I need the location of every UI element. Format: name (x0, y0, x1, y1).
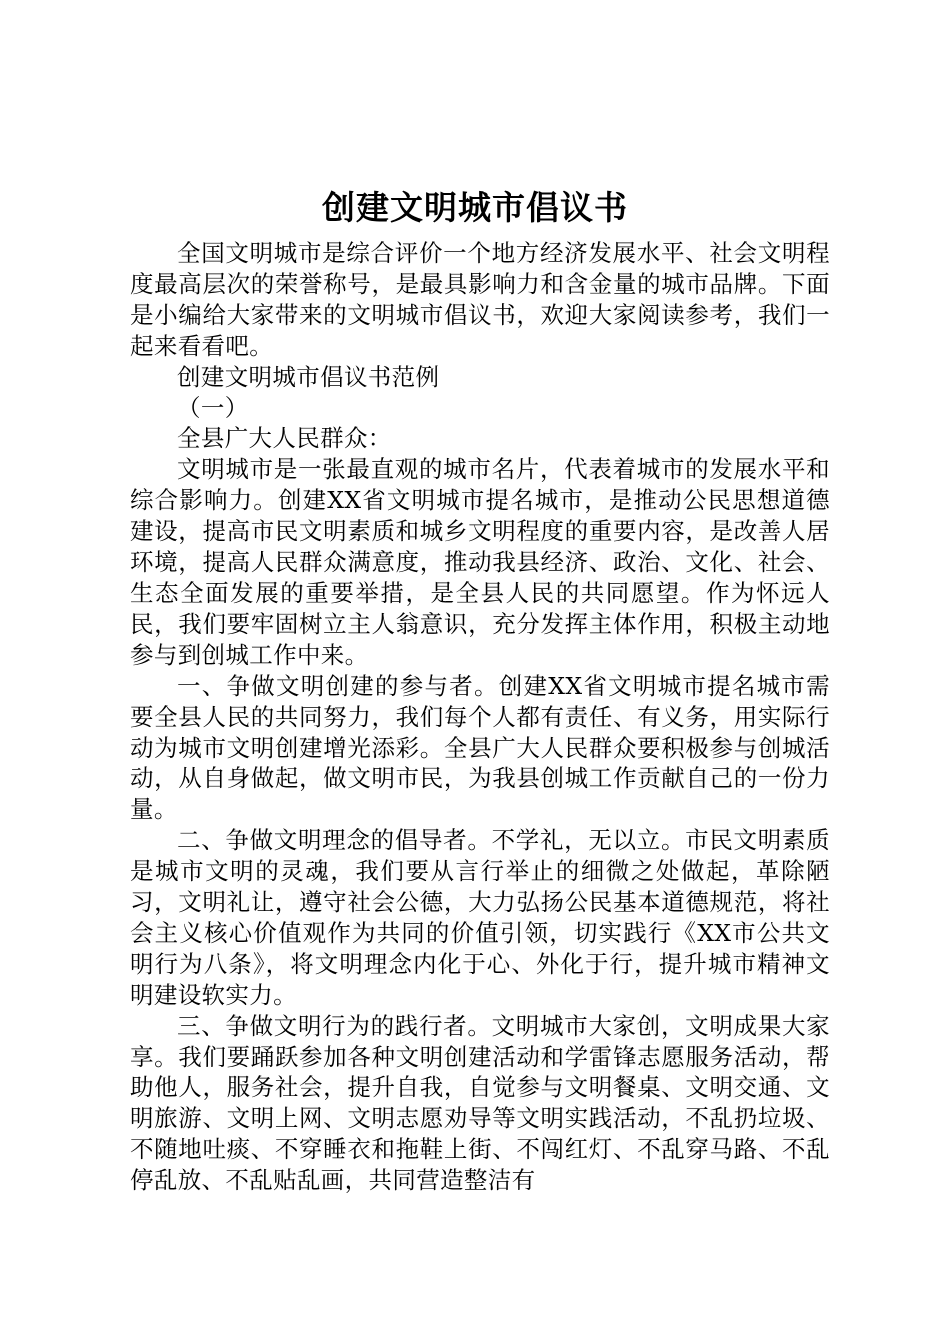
body-paragraph: 文明城市是一张最直观的城市名片，代表着城市的发展水平和综合影响力。创建XX省文明城市提名城市，是推动公民思想道德建设，提高市民文明素质和城乡文明程度的重要内容，是改善人居环境，提高人民群众满意度，推动我县经济、政治、文化、社会、生态全面发展的重要举措，是全县人民的共同愿望。作为怀远人民，我们要牢固树立主人翁意识，充分发挥主体作用，积极主动地参与到创城工作中来。 (130, 455, 830, 669)
section-heading: 创建文明城市倡议书范例 (177, 362, 440, 391)
section-number: （一） (177, 393, 249, 422)
point-two-paragraph: 二、争做文明理念的倡导者。不学礼，无以立。市民文明素质是城市文明的灵魂，我们要从言行举止的细微之处做起，革除陋习，文明礼让，遵守社会公德，大力弘扬公民基本道德规范，将社会主义核心价值观作为共同的价值引领，切实践行《XX市公共文明行为八条》，将文明理念内化于心、外化于行，提升城市精神文明建设软实力。 (130, 826, 830, 1009)
point-three-paragraph: 三、争做文明行为的践行者。文明城市大家创，文明成果大家享。我们要踊跃参加各种文明创建活动和学雷锋志愿服务活动，帮助他人，服务社会，提升自我，自觉参与文明餐桌、文明交通、文明旅游、文明上网、文明志愿劝导等文明实践活动，不乱扔垃圾、不随地吐痰、不穿睡衣和拖鞋上街、不闯红灯、不乱穿马路、不乱停乱放、不乱贴乱画，共同营造整洁有 (130, 1011, 830, 1195)
point-one-paragraph: 一、争做文明创建的参与者。创建XX省文明城市提名城市需要全县人民的共同努力，我们每个人都有责任、有义务，用实际行动为城市文明创建增光添彩。全县广大人民群众要积极参与创城活动，从自身做起，做文明市民，为我县创城工作贡献自己的一份力量。 (130, 671, 830, 824)
document-body (130, 238, 830, 1196)
salutation: 全县广大人民群众： (177, 424, 392, 453)
document-title: 创建文明城市倡议书 (322, 188, 628, 227)
intro-paragraph: 全国文明城市是综合评价一个地方经济发展水平、社会文明程度最高层次的荣誉称号，是最具影响力和含金量的城市品牌。下面是小编给大家带来的文明城市倡议书，欢迎大家阅读参考，我们一起来看看吧。 (130, 239, 830, 360)
